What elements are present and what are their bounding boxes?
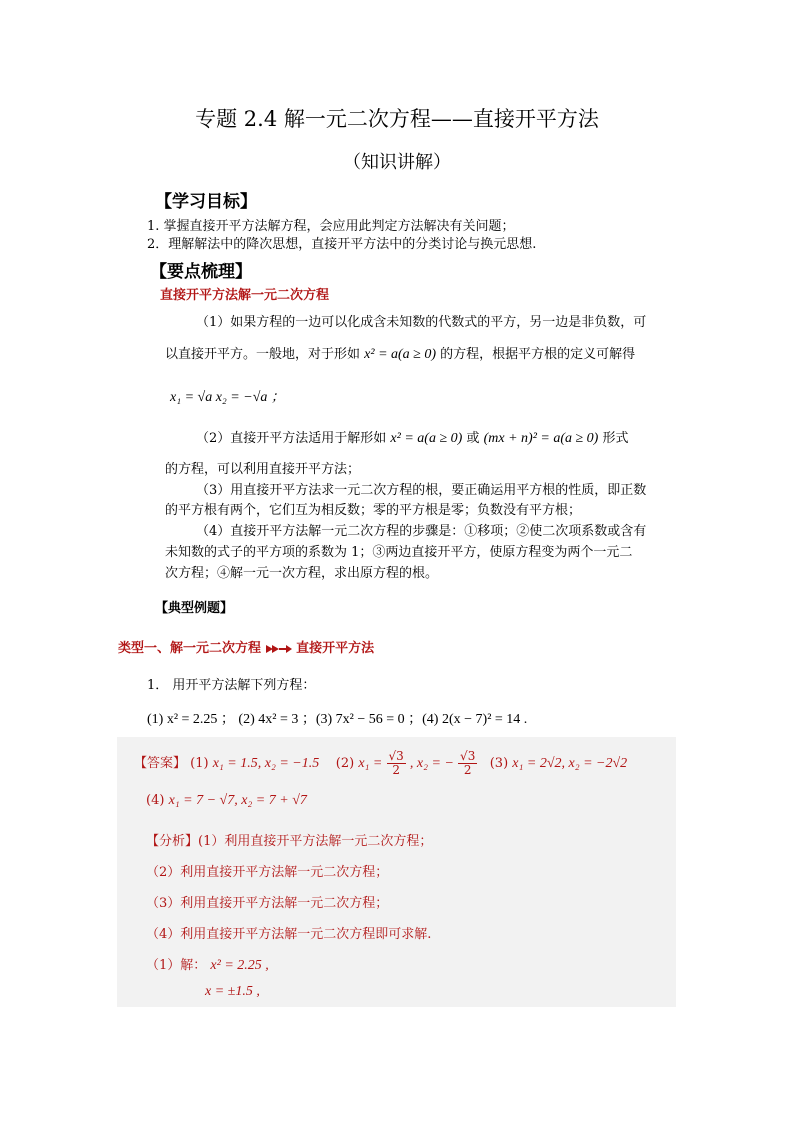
question-1-equations: (1) x² = 2.25 ； (2) 4x² = 3 ；(3) 7x² − 56 = 0 ；(4) 2(x − 7)² = 14 . [147, 712, 528, 727]
para-4-line-2: 未知数的式子的平方项的系数为 1；③两边直接开平方，使原方程变为两个一元二 [165, 545, 633, 560]
fraction-2-numerator: √3 [460, 749, 476, 763]
para-4-line-3: 次方程；④解一元一次方程，求出原方程的根。 [165, 566, 439, 581]
answer-2-fraction-2 [458, 750, 477, 777]
double-arrow-icon [266, 644, 292, 654]
para-1-line-1: （1）如果方程的一边可以化成含未知数的代数式的平方，另一边是非负数，可 [196, 315, 647, 330]
answer-tag-2: (2) [335, 756, 355, 771]
page-title: 专题 2.4 解一元二次方程——直接开平方法 [195, 107, 599, 131]
solution-1-label: （1）解： [146, 958, 207, 973]
answer-2-mid: , x₂ = − [409, 756, 454, 771]
para-1-solution-formula: x₁ = √a x₂ = −√a ； [170, 390, 285, 405]
analysis-item-1: (1）利用直接开平方法解一元二次方程； [198, 834, 433, 849]
objective-item-1: 1. 掌握直接开平方法解方程，会应用此判定方法解决有关问题； [147, 219, 515, 234]
para-3-line-2: 的平方根有两个，它们互为相反数；零的平方根是零；负数没有平方根； [165, 503, 582, 518]
page-subtitle: （知识讲解） [343, 152, 451, 173]
analysis-item-3: （3）利用直接开平方法解一元二次方程； [146, 896, 389, 911]
key-points-heading: 【要点梳理】 [150, 262, 252, 282]
solution-1-formula: x² = 2.25 , [210, 958, 269, 973]
solution-line-2: x = ±1.5 , [205, 984, 260, 999]
answer-2-fraction-1 [387, 750, 406, 777]
para-1-formula: x² = a(a ≥ 0) [364, 347, 437, 362]
para-2-line-2: 的方程，可以利用直接开平方法； [165, 462, 361, 477]
analysis-item-4: （4）利用直接开平方法解一元二次方程即可求解. [146, 927, 432, 942]
fraction-1-denominator: 2 [392, 763, 400, 777]
answer-1: x₁ = 1.5, x₂ = −1.5 [212, 756, 320, 771]
fraction-2-denominator: 2 [463, 763, 472, 777]
answer-4: x₁ = 7 − √7, x₂ = 7 + √7 [168, 793, 307, 808]
solution-line-1 [146, 954, 269, 974]
question-1: 1． 用开平方法解下列方程： [147, 678, 316, 693]
answer-tag-3: (3) [489, 756, 509, 771]
answer-line-1 [134, 750, 627, 777]
para-1-line-2-text-b: 的方程，根据平方根的定义可解得 [440, 347, 636, 362]
objectives-heading: 【学习目标】 [155, 192, 257, 212]
para-1-line-2 [165, 346, 635, 363]
para-4-line-1: （4）直接开平方法解一元二次方程的步骤是：①移项；②使二次项系数或含有 [196, 524, 647, 539]
para-2-or: 或 [466, 431, 480, 446]
answer-2-x1: x₁ = [358, 756, 383, 771]
answer-tag-4: (4) [146, 793, 165, 808]
answer-tag-1: (1) [190, 756, 209, 771]
objective-item-2: 2．理解解法中的降次思想，直接开平方法中的分类讨论与换元思想. [147, 237, 537, 252]
para-2-line-1 [196, 430, 629, 447]
analysis-item-2: （2）利用直接开平方法解一元二次方程； [146, 865, 389, 880]
para-1-line-2-text-a: 以直接开平方。一般地，对于形如 [165, 347, 361, 362]
examples-heading: 【典型例题】 [155, 601, 234, 616]
type-heading-text-a: 类型一、解一元二次方程 [118, 641, 262, 656]
answer-label: 【答案】 [134, 756, 187, 771]
para-2-text-b: 形式 [602, 431, 629, 446]
para-3-line-1: （3）用直接开平方法求一元二次方程的根，要正确运用平方根的性质，即正数 [196, 483, 647, 498]
type-heading [118, 637, 374, 656]
para-2-formula-1: x² = a(a ≥ 0) [390, 431, 463, 446]
para-2-text-a: （2）直接开平方法适用于解形如 [196, 431, 387, 446]
key-points-subheading: 直接开平方法解一元二次方程 [160, 288, 330, 303]
fraction-1-numerator: √3 [388, 749, 404, 763]
answer-3: x₁ = 2√2, x₂ = −2√2 [512, 756, 628, 771]
type-heading-text-b: 直接开平方法 [296, 641, 375, 656]
analysis-line-1 [146, 830, 432, 849]
analysis-label: 【分析】 [146, 834, 199, 849]
para-2-formula-2: (mx + n)² = a(a ≥ 0) [483, 431, 599, 446]
answer-line-2 [146, 793, 307, 809]
